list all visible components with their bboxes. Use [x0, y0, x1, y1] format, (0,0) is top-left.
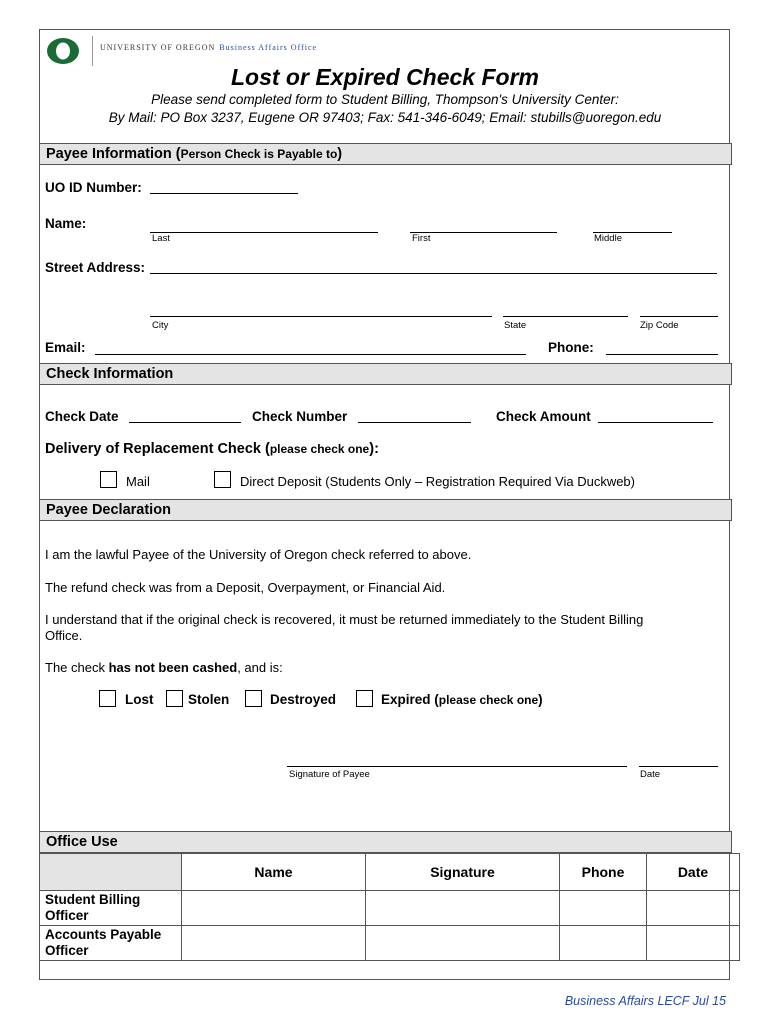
- phone-label: Phone:: [548, 340, 594, 355]
- declaration-para-3-line-1: I understand that if the original check is recovered, it must be returned immediately to the Student Billing: [45, 612, 644, 627]
- student-billing-signature-cell[interactable]: [366, 891, 560, 926]
- declaration-para-3-line-2: Office.: [45, 628, 83, 643]
- table-row: [40, 891, 740, 926]
- destroyed-checkbox[interactable]: [245, 690, 262, 707]
- stolen-option-label: Stolen: [188, 692, 230, 707]
- middle-caption: Middle: [594, 233, 622, 244]
- mail-checkbox[interactable]: [100, 471, 117, 488]
- column-header-name: Name: [182, 854, 366, 891]
- signature-date-caption: Date: [640, 769, 661, 780]
- uo-id-label: UO ID Number:: [45, 180, 142, 195]
- zip-caption: Zip Code: [640, 320, 679, 331]
- column-header-date: Date: [647, 854, 740, 891]
- row-label-student-billing: Student Billing Officer: [40, 891, 182, 926]
- section-office-use: Office Use: [39, 831, 732, 853]
- expired-option-label: Expired (please check one): [381, 692, 543, 707]
- instruction-line-2: By Mail: PO Box 3237, Eugene OR 97403; Fax: 541-346-6049; Email: stubills@uoregon.edu: [108, 110, 662, 125]
- table-row: [40, 926, 740, 961]
- accounts-payable-phone-cell[interactable]: [560, 926, 647, 961]
- street-address-field[interactable]: [150, 273, 717, 274]
- destroyed-option-label: Destroyed: [270, 692, 337, 707]
- row-label-accounts-payable: Accounts Payable Officer: [40, 926, 182, 961]
- zip-field[interactable]: [640, 316, 718, 317]
- check-number-field[interactable]: [358, 422, 471, 423]
- city-caption: City: [152, 320, 169, 331]
- section-payee-information: Payee Information (Person Check is Payable to): [39, 143, 732, 165]
- accounts-payable-date-cell[interactable]: [647, 926, 740, 961]
- first-name-field[interactable]: [410, 232, 557, 233]
- footer-form-code: Business Affairs LECF Jul 15: [564, 994, 726, 1008]
- table-header-row: [40, 854, 740, 891]
- accounts-payable-signature-cell[interactable]: [366, 926, 560, 961]
- student-billing-phone-cell[interactable]: [560, 891, 647, 926]
- name-label: Name:: [45, 216, 87, 231]
- email-field[interactable]: [95, 354, 526, 355]
- declaration-para-2: The refund check was from a Deposit, Overpayment, or Financial Aid.: [45, 580, 446, 595]
- stolen-checkbox[interactable]: [166, 690, 183, 707]
- phone-field[interactable]: [606, 354, 718, 355]
- section-check-information: Check Information: [39, 363, 732, 385]
- accounts-payable-name-cell[interactable]: [182, 926, 366, 961]
- check-amount-label: Check Amount: [496, 409, 591, 424]
- table-corner-cell: [40, 854, 182, 891]
- section-payee-declaration: Payee Declaration: [39, 499, 732, 521]
- last-name-field[interactable]: [150, 232, 378, 233]
- lost-option-label: Lost: [125, 692, 154, 707]
- declaration-para-1: I am the lawful Payee of the University of Oregon check referred to above.: [45, 547, 472, 562]
- student-billing-date-cell[interactable]: [647, 891, 740, 926]
- expired-checkbox[interactable]: [356, 690, 373, 707]
- column-header-signature: Signature: [366, 854, 560, 891]
- uo-logo-icon: [45, 36, 81, 66]
- university-name: UNIVERSITY OF OREGON Business Affairs Office: [100, 43, 318, 52]
- last-caption: Last: [152, 233, 170, 244]
- uo-id-field[interactable]: [150, 193, 298, 194]
- instruction-line-1: Please send completed form to Student Billing, Thompson's University Center:: [151, 92, 619, 107]
- office-use-table: [39, 853, 740, 961]
- column-header-phone: Phone: [560, 854, 647, 891]
- declaration-para-4: The check has not been cashed, and is:: [45, 660, 283, 675]
- delivery-label: Delivery of Replacement Check (please check one):: [45, 441, 379, 457]
- signature-field[interactable]: [287, 766, 627, 767]
- state-caption: State: [504, 320, 527, 331]
- street-address-label: Street Address:: [45, 260, 146, 275]
- city-field[interactable]: [150, 316, 492, 317]
- first-caption: First: [412, 233, 431, 244]
- office-name: Business Affairs Office: [219, 43, 318, 52]
- lost-checkbox[interactable]: [99, 690, 116, 707]
- signature-date-field[interactable]: [639, 766, 718, 767]
- email-label: Email:: [45, 340, 86, 355]
- student-billing-name-cell[interactable]: [182, 891, 366, 926]
- check-date-field[interactable]: [129, 422, 241, 423]
- form-title: Lost or Expired Check Form: [230, 64, 539, 90]
- state-field[interactable]: [503, 316, 628, 317]
- logo-divider: [92, 36, 93, 66]
- check-date-label: Check Date: [45, 409, 119, 424]
- check-amount-field[interactable]: [598, 422, 713, 423]
- signature-caption: Signature of Payee: [289, 769, 370, 780]
- direct-deposit-option-label: Direct Deposit (Students Only – Registration Required Via Duckweb): [240, 474, 635, 489]
- direct-deposit-checkbox[interactable]: [214, 471, 231, 488]
- mail-option-label: Mail: [126, 474, 150, 489]
- check-number-label: Check Number: [252, 409, 348, 424]
